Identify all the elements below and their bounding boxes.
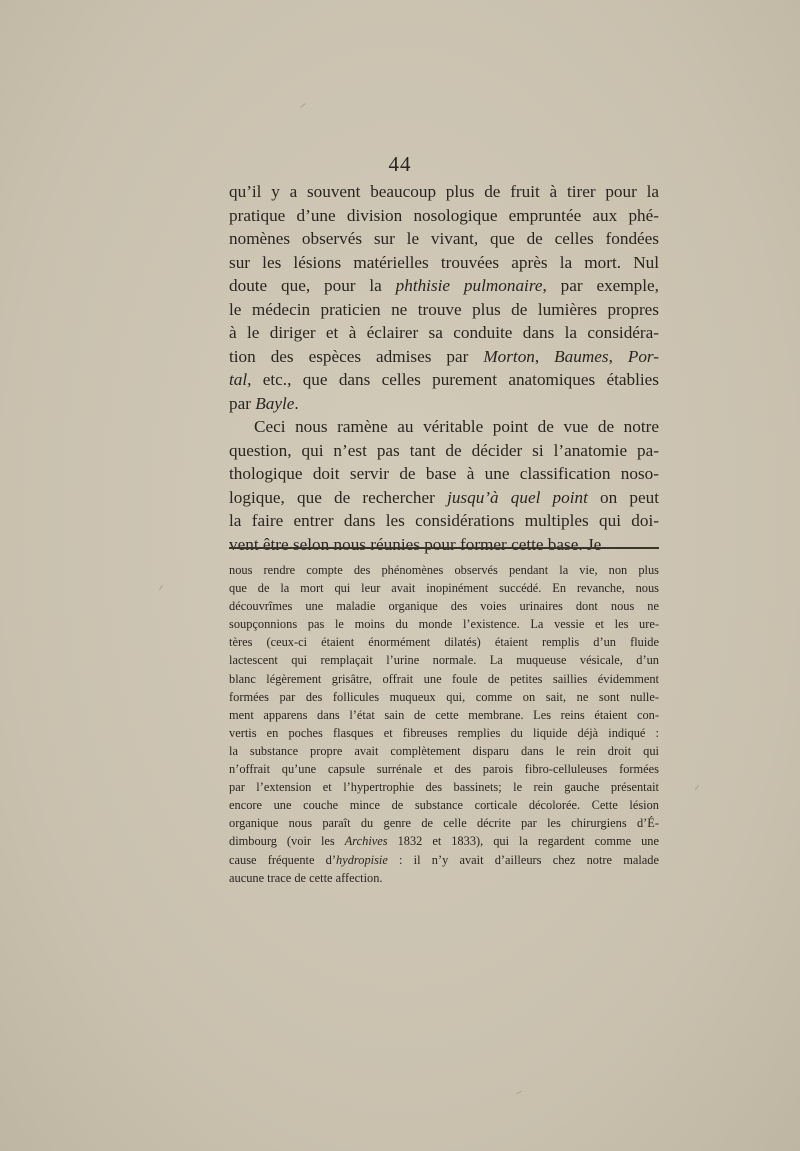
text-run: formées par des follicules muqueux qui, comme on sait, ne sont nulle- xyxy=(229,689,659,704)
text-run: . xyxy=(294,393,299,413)
text-run: 1832 et 1833), qui la regardent comme une xyxy=(387,834,659,849)
body-line xyxy=(229,533,659,557)
body-line xyxy=(229,345,659,369)
text-run: aucune trace de cette affection. xyxy=(229,870,383,885)
body-line xyxy=(229,439,659,463)
text-run: tères (ceux-ci étaient énormément dilatés) étaient remplis d’un fluide xyxy=(229,635,659,650)
footnote-line xyxy=(229,814,659,832)
footnote-line xyxy=(229,724,659,742)
text-run: qu’il y a souvent beaucoup plus de fruit à tirer pour la xyxy=(229,182,659,201)
text-run: nomènes observés sur le vivant, que de celles fondées xyxy=(229,229,659,248)
footnote-line xyxy=(229,796,659,814)
text-run: , par exemple, xyxy=(542,276,659,295)
italic-text: hydropisie xyxy=(336,852,388,867)
body-line xyxy=(229,298,659,322)
footnote-divider xyxy=(229,547,659,549)
text-run: lactescent qui remplaçait l’urine normale. La muqueuse vésicale, d’un xyxy=(229,653,659,668)
footnote xyxy=(229,561,659,887)
footnote-line xyxy=(229,579,659,597)
text-run: tion des espèces admises par xyxy=(229,346,484,366)
paper-speck xyxy=(695,785,699,790)
text-run: n’offrait qu’une capsule surrénale et des parois fibro-celluleuses formées xyxy=(229,762,659,777)
italic-text: Archives xyxy=(344,834,388,849)
footnote-line xyxy=(229,615,659,633)
text-run: , etc., que dans celles purement anatomiques établies xyxy=(247,370,659,389)
italic-text: tal xyxy=(229,370,248,389)
text-run: encore une couche mince de substance corticale décolorée. Cette lésion xyxy=(229,798,659,813)
text-run: Ceci nous ramène au véritable point de vue de notre xyxy=(254,417,659,436)
italic-text: Morton xyxy=(483,346,535,366)
text-run: nous rendre compte des phénomènes observés pendant la vie, non plus xyxy=(229,563,659,577)
body-line xyxy=(229,227,659,251)
footnote-line xyxy=(229,670,659,688)
text-run: le médecin praticien ne trouve plus de lumières propres xyxy=(229,299,659,319)
text-run: pratique d’une division nosologique empruntée aux phé- xyxy=(229,205,659,225)
footnote-line xyxy=(229,688,659,706)
footnote-line xyxy=(229,651,659,669)
footnote-line xyxy=(229,869,659,887)
body-line xyxy=(229,368,659,392)
text-run: que de la mort qui leur avait inopinément succédé. En revanche, nous xyxy=(229,581,659,596)
text-run: ment apparens dans l’état sain de cette membrane. Les reins étaient con- xyxy=(229,707,659,722)
text-run: cause fréquente d’ xyxy=(229,852,336,867)
main-text xyxy=(229,180,659,556)
text-run: blanc légèrement grisâtre, offrait une foule de petites saillies évidemment xyxy=(229,671,659,686)
italic-text: Por- xyxy=(627,346,659,366)
italic-text: jusqu’à quel point xyxy=(447,487,588,507)
footnote-line xyxy=(229,832,659,850)
text-run: sur les lésions matérielles trouvées après la mort. Nul xyxy=(229,252,659,272)
italic-text: Bayle xyxy=(255,393,295,413)
body-line xyxy=(229,321,659,345)
text-run: par xyxy=(229,393,256,413)
text-run: par l’extension et l’hypertrophie des bassinets; le rein gauche présentait xyxy=(229,780,659,795)
text-run: la faire entrer dans les considérations multiples qui doi- xyxy=(229,511,659,530)
body-line xyxy=(229,204,659,228)
footnote-line xyxy=(229,706,659,724)
text-run: soupçonnions pas le moins du monde l’existence. La vessie et les ure- xyxy=(229,617,659,632)
footnote-line xyxy=(229,778,659,796)
text-run: organique nous paraît du genre de celle décrite par les chirurgiens d’É- xyxy=(229,816,659,831)
text-run: vent être selon nous réunies pour former cette base. Je xyxy=(229,534,602,554)
italic-text: Baumes xyxy=(554,346,609,366)
text-run: dimbourg (voir les xyxy=(229,834,345,849)
text-run: thologique doit servir de base à une classification noso- xyxy=(229,464,659,483)
paper-speck xyxy=(300,103,305,108)
paper-speck xyxy=(159,585,163,591)
text-run: logique, que de rechercher xyxy=(229,487,448,507)
body-line xyxy=(229,486,659,510)
page-number: 44 xyxy=(388,152,412,176)
text-run: question, qui n’est pas tant de décider si l’anatomie pa- xyxy=(229,440,659,460)
text-run: , xyxy=(608,346,628,366)
body-line xyxy=(229,274,659,298)
text-run: on peut xyxy=(587,487,659,507)
footnote-line xyxy=(229,851,659,869)
body-line xyxy=(229,462,659,486)
body-line xyxy=(229,180,659,204)
body-line xyxy=(229,415,659,439)
text-run: doute que, pour la xyxy=(229,276,396,295)
italic-text: phthisie pulmonaire xyxy=(395,276,543,295)
body-line xyxy=(229,509,659,533)
text-run: , xyxy=(534,346,555,366)
body-line xyxy=(229,251,659,275)
footnote-line xyxy=(229,742,659,760)
text-run: la substance propre avait complètement disparu dans le rein droit qui xyxy=(229,743,659,758)
text-run: découvrîmes une maladie organique des voies urinaires dont nous ne xyxy=(229,599,659,614)
footnote-line xyxy=(229,561,659,579)
text-run: vertis en poches flasques et fibreuses remplies du liquide déjà indiqué : xyxy=(229,725,659,740)
footnote-line xyxy=(229,597,659,615)
footnote-line xyxy=(229,633,659,651)
body-line xyxy=(229,392,659,416)
text-run: : il n’y avait d’ailleurs chez notre malade xyxy=(387,852,659,867)
paper-speck xyxy=(516,1091,522,1095)
text-run: à le diriger et à éclairer sa conduite dans la considéra- xyxy=(229,323,659,342)
footnote-line xyxy=(229,760,659,778)
